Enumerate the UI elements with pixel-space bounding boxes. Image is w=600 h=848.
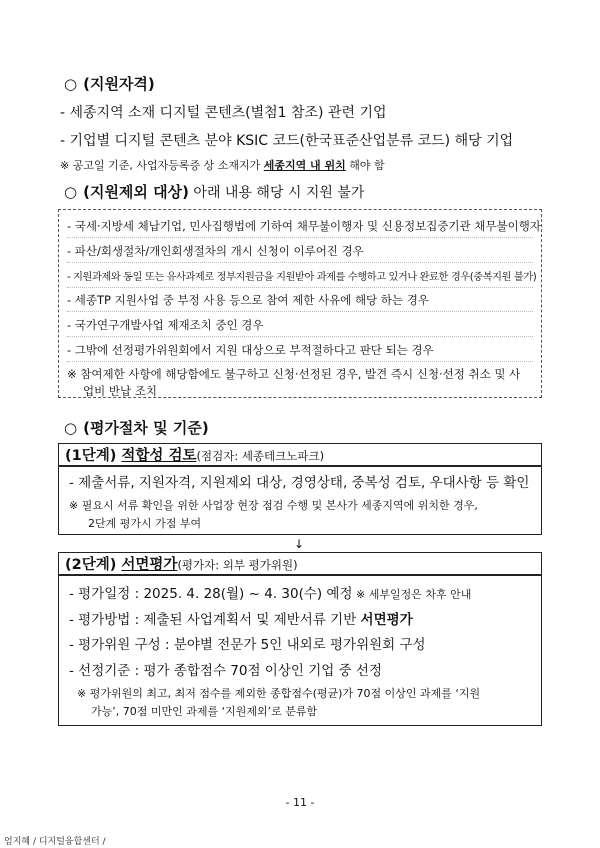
stage1-header: (1단계) 적합성 검토(점검자: 세종테크노파크) bbox=[58, 443, 542, 467]
circle-bullet-icon: ○ bbox=[64, 75, 78, 93]
stage1-body bbox=[58, 467, 542, 535]
stage2-title: 서면평가 bbox=[121, 557, 178, 573]
exclusion-heading: ○ (지원제외 대상) 아래 내용 해당 시 지원 불가 bbox=[64, 183, 365, 201]
stage2-schedule: - 평가일정 : 2025. 4. 28(월) ~ 4. 30(수) 예정 ※ 세부일정은 차후 안내 bbox=[69, 586, 472, 602]
arrow-down-icon: ↓ bbox=[294, 537, 305, 551]
stage2-body bbox=[58, 576, 542, 726]
exclusion-item: - 국가연구개발사업 제재조치 중인 경우 bbox=[67, 318, 264, 332]
exclusion-item: - 파산/회생절차/개인회생절차의 개시 신청이 이루어진 경우 bbox=[67, 244, 364, 258]
stage2-criteria: - 선정기준 : 평가 종합점수 70점 이상인 기업 중 선정 bbox=[69, 663, 382, 679]
exclusion-item: - 세종TP 지원사업 중 부정 사용 등으로 참여 제한 사유에 해당 하는 경우 bbox=[67, 293, 429, 307]
circle-bullet-icon: ○ bbox=[64, 183, 78, 201]
eligibility-note-emphasis: 세종지역 내 위치 bbox=[263, 159, 346, 172]
exclusion-item: - 지원과제와 동일 또는 유사과제로 정부지원금을 지원받아 과제를 수행하고 있거나 완료한 경우(중복지원 불가) bbox=[67, 272, 537, 283]
exclusion-item: - 국세·지방세 체납기업, 민사집행법에 기하여 채무불이행자 및 신용정보집중기관 채무불이행자 bbox=[67, 219, 541, 233]
eligibility-note: ※ 공고일 기준, 사업자등록증 상 소재지가 세종지역 내 위치 해야 함 bbox=[60, 159, 385, 172]
eligibility-item: - 세종지역 소재 디지털 콘텐츠(별첨1 참조) 관련 기업 bbox=[60, 105, 387, 121]
circle-bullet-icon: ○ bbox=[64, 419, 78, 437]
stage2-committee: - 평가위원 구성 : 분야별 전문가 5인 내외로 평가위원회 구성 bbox=[69, 637, 426, 653]
exclusion-note: ※ 참여제한 사항에 해당함에도 불구하고 신청·선정된 경우, 발견 즉시 신청·선정 취소 및 사 bbox=[67, 367, 521, 381]
exclusion-item: - 그밖에 선정평가위원회에서 지원 대상으로 부적절하다고 판단 되는 경우 bbox=[67, 343, 434, 357]
footer-text: 엄지혜 / 디지털융합센터 / bbox=[4, 837, 106, 847]
stage2-note: ※ 평가위원의 최고, 최저 점수를 제외한 종합점수(평균)가 70점 이상인 과제를 ‘지원 bbox=[77, 687, 481, 700]
stage1-title: 적합성 검토 bbox=[121, 448, 197, 464]
stage1-note: 2단계 평가시 가점 부여 bbox=[88, 517, 202, 530]
page-number: - 11 - bbox=[285, 796, 315, 809]
exclusion-box bbox=[58, 209, 542, 398]
eligibility-item: - 기업별 디지털 콘텐츠 분야 KSIC 코드(한국표준산업분류 코드) 해당 기업 bbox=[60, 133, 514, 149]
eligibility-heading: ○ (지원자격) bbox=[64, 75, 155, 93]
stage2-header: (2단계) 서면평가(평가자: 외부 평가위원) bbox=[58, 552, 542, 576]
stage1-item: - 제출서류, 지원자격, 지원제외 대상, 경영상태, 중복성 검토, 우대사항 등 확인 bbox=[69, 475, 530, 491]
stage1-note: ※ 필요시 서류 확인을 위한 사업장 현장 점검 수행 및 본사가 세종지역에 위치한 경우, bbox=[69, 499, 478, 512]
exclusion-note: 업비 반납 조치 bbox=[83, 384, 157, 398]
evaluation-heading: ○ (평가절차 및 기준) bbox=[64, 419, 209, 437]
stage2-method: - 평가방법 : 제출된 사업계획서 및 제반서류 기반 서면평가 bbox=[69, 612, 413, 628]
stage2-note: 가능’, 70점 미만인 과제를 ‘지원제외’로 분류함 bbox=[91, 705, 318, 718]
